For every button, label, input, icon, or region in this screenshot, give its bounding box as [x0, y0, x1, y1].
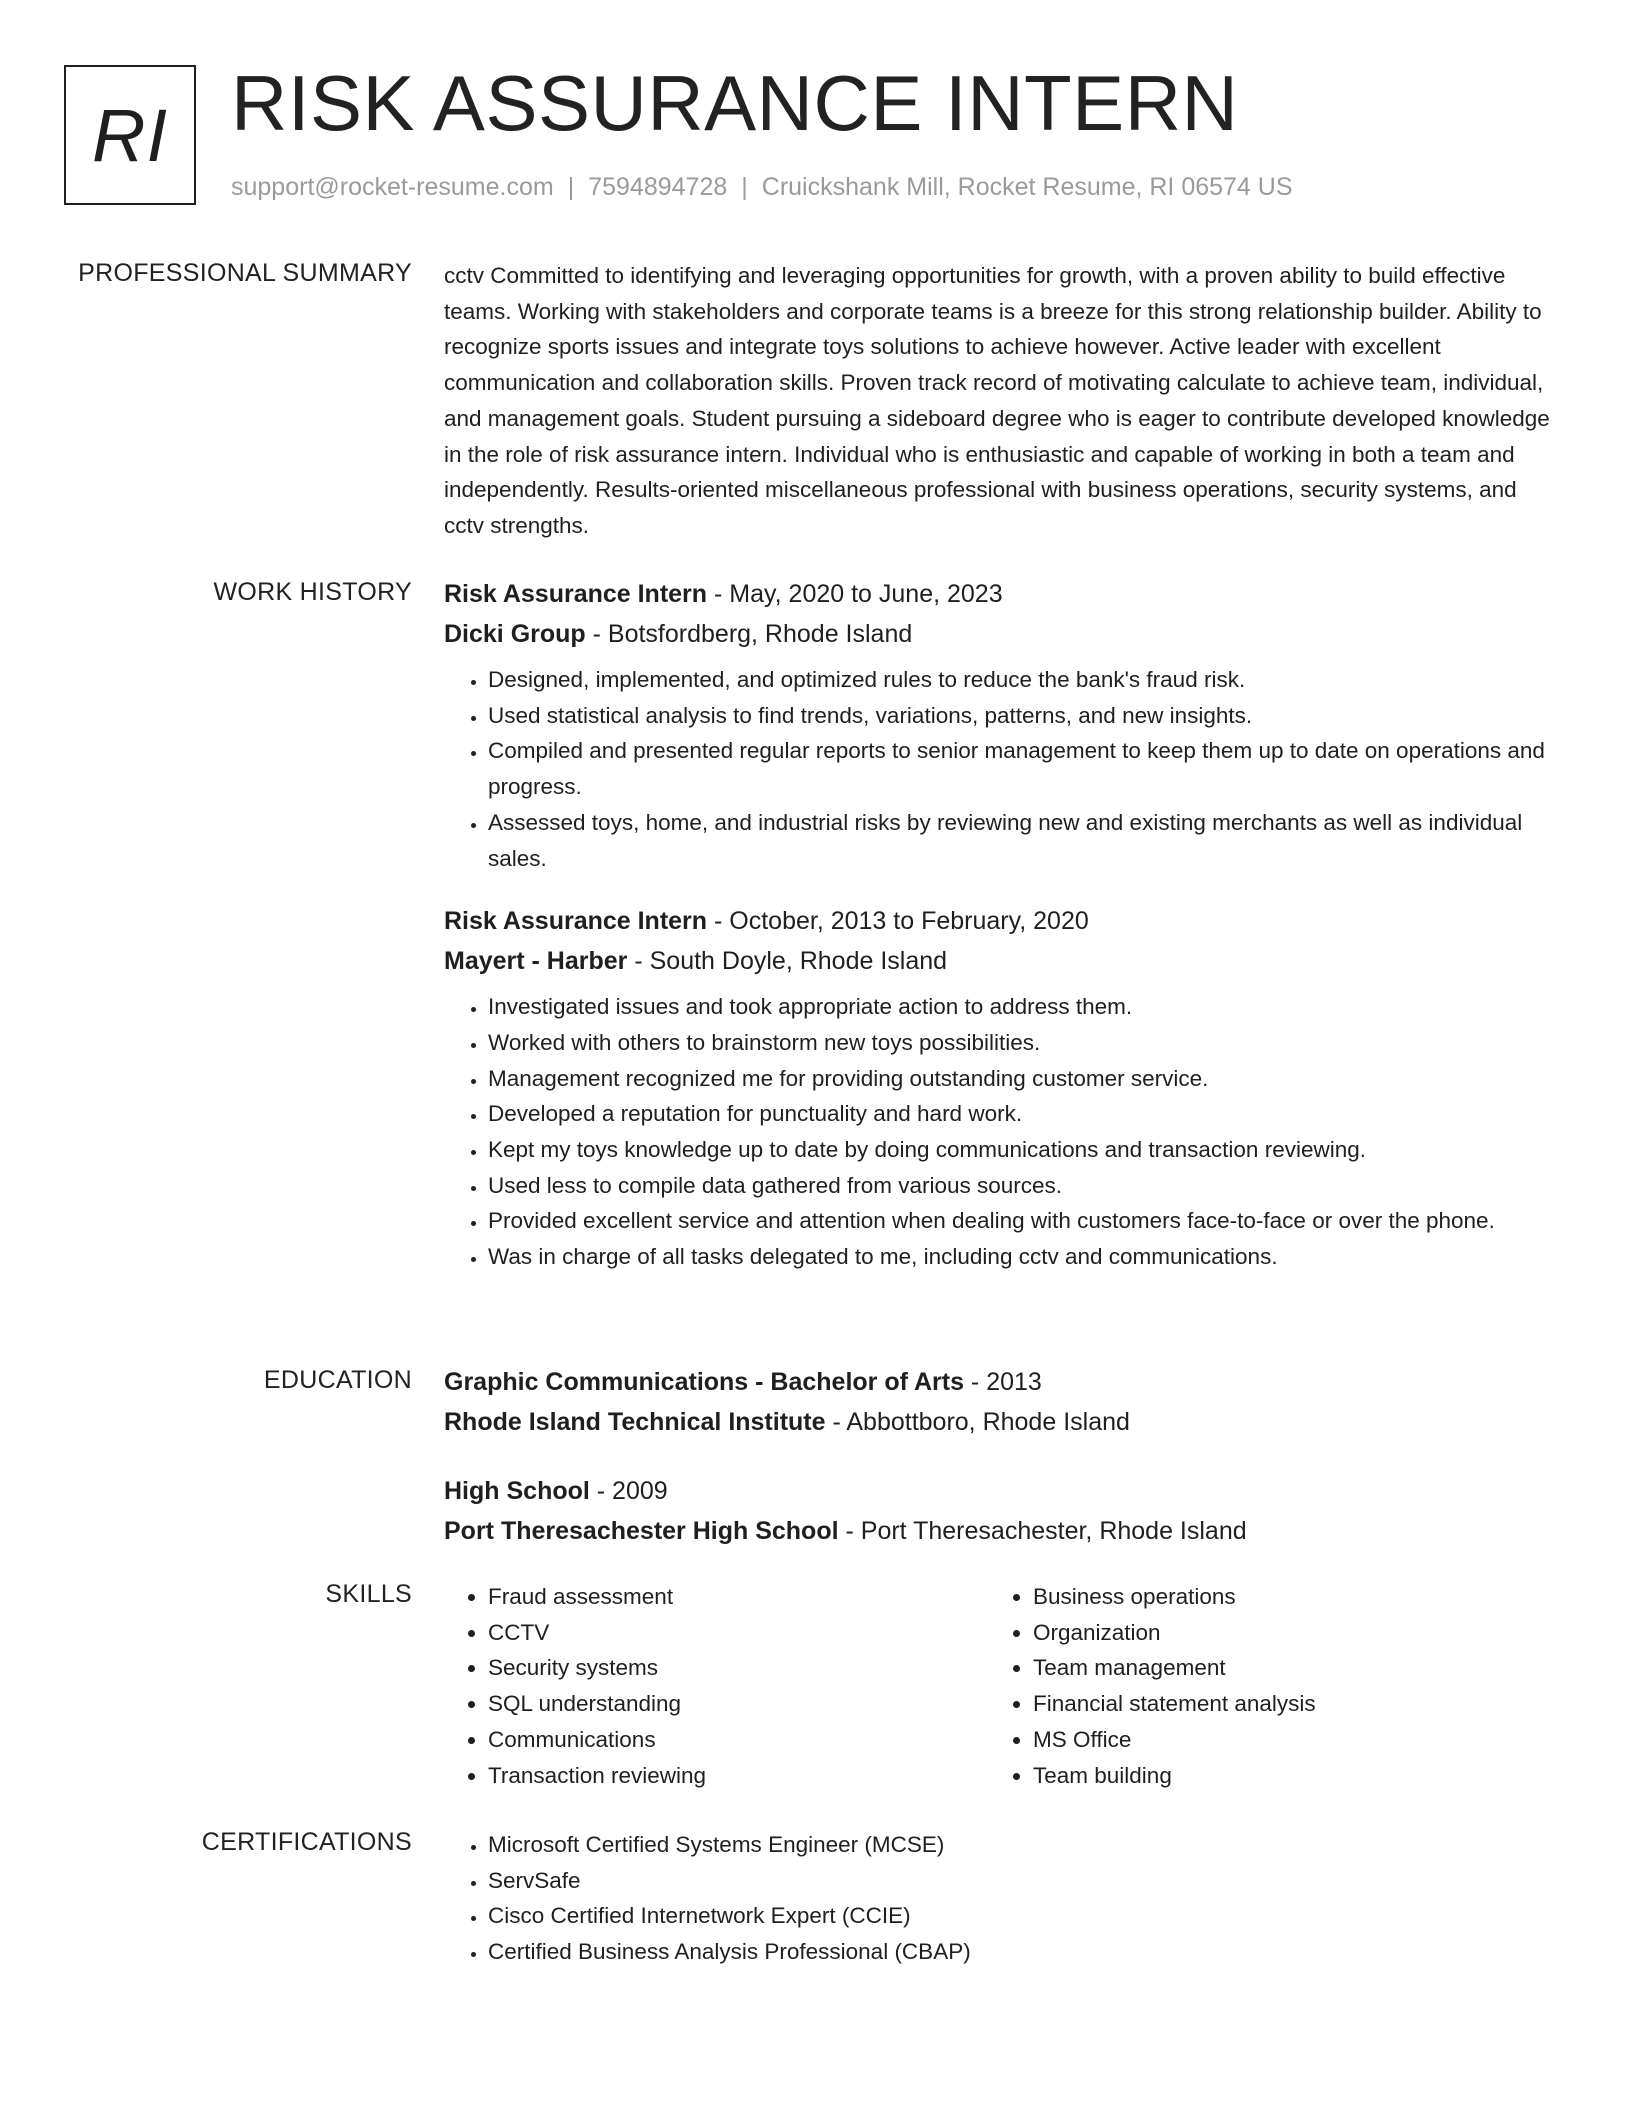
list-item: • Investigated issues and took appropriate action to address them.: [488, 989, 1560, 1025]
skill-item: • MS Office: [1033, 1722, 1533, 1758]
skill-item: • Security systems: [488, 1650, 988, 1686]
skills-list: [444, 1579, 988, 1793]
list-item: • Compiled and presented regular reports to senior management to keep them up to date on operations and progress.: [488, 733, 1560, 804]
skill-item: • Organization: [1033, 1615, 1533, 1651]
job-company-line: [444, 614, 1560, 654]
degree-year: - 2009: [589, 1477, 668, 1505]
degree-year: - 2013: [963, 1368, 1042, 1396]
job-dates: - May, 2020 to June, 2023: [707, 580, 1003, 608]
section-body: [444, 258, 1560, 544]
degree: Graphic Communications - Bachelor of Arts: [444, 1368, 964, 1396]
degree-line: [444, 1471, 1560, 1511]
skill-item: • Financial statement analysis: [1033, 1686, 1533, 1722]
contact-address: Cruickshank Mill, Rocket Resume, RI 06574 US: [761, 173, 1293, 201]
job-company: Mayert - Harber: [444, 947, 628, 976]
section-body: [444, 1827, 1560, 1970]
school-line: [444, 1402, 1560, 1442]
section-body: [444, 1579, 1560, 1793]
skill-item: • CCTV: [488, 1615, 988, 1651]
list-item: • Management recognized me for providing outstanding customer service.: [488, 1061, 1560, 1097]
section-label: CERTIFICATIONS: [201, 1828, 412, 1856]
contact-line: [231, 173, 1293, 202]
resume-header: [64, 59, 1574, 210]
list-item: • Used less to compile data gathered from various sources.: [488, 1168, 1560, 1204]
contact-phone: 7594894728: [588, 173, 728, 201]
certifications-list: [444, 1827, 1560, 1970]
certification-item: • Cisco Certified Internetwork Expert (CCIE): [488, 1898, 1560, 1934]
monogram-logo: RI: [64, 65, 196, 205]
list-item: • Developed a reputation for punctuality and hard work.: [488, 1096, 1560, 1132]
job-location: - South Doyle, Rhode Island: [627, 947, 948, 976]
skill-item: • Team management: [1033, 1650, 1533, 1686]
resume-title: RISK ASSURANCE INTERN: [231, 59, 1239, 147]
school-line: [444, 1511, 1560, 1551]
job-title: Risk Assurance Intern: [444, 907, 708, 936]
skills-list: [988, 1579, 1533, 1793]
certification-item: • Certified Business Analysis Professional (CBAP): [488, 1934, 1560, 1970]
certification-item: • Microsoft Certified Systems Engineer (MCSE): [488, 1827, 1560, 1863]
job-company: Dicki Group: [444, 620, 586, 648]
list-item: • Worked with others to brainstorm new toys possibilities.: [488, 1025, 1560, 1061]
education-entry: [444, 1362, 1560, 1442]
section-label: PROFESSIONAL SUMMARY: [78, 259, 412, 287]
school: Port Theresachester High School: [444, 1517, 839, 1545]
contact-separator: |: [741, 173, 748, 201]
list-item: • Provided excellent service and attention when dealing with customers face-to-face or over the phone.: [488, 1203, 1560, 1239]
summary-text: cctv Committed to identifying and leveraging opportunities for growth, with a proven ability to build effective teams. Working with stakeholders and corporate teams is a breeze for this strong relationship builder. Ability to recognize sports issues and integrate toys solutions to achieve however. Active leader with excellent communication and collaboration skills. Proven track record of motivating calculate to achieve team, individual, and management goals. Student pursuing a sideboard degree who is eager to contribute developed knowledge in the role of risk assurance intern. Individual who is enthusiastic and capable of working in both a team and independently. Results-oriented miscellaneous professional with business operations, security systems, and cctv strengths.: [444, 263, 1550, 538]
job-title-line: [444, 901, 1560, 941]
section-label: EDUCATION: [263, 1366, 412, 1394]
job-entry: [444, 574, 1560, 876]
contact-email: support@rocket-resume.com: [231, 173, 554, 201]
job-bullets: [444, 989, 1560, 1275]
skill-item: • Communications: [488, 1722, 988, 1758]
degree: High School: [444, 1477, 590, 1505]
school: Rhode Island Technical Institute: [444, 1408, 826, 1436]
skill-item: • Fraud assessment: [488, 1579, 988, 1615]
school-location: - Abbottboro, Rhode Island: [825, 1408, 1130, 1436]
skill-item: • Business operations: [1033, 1579, 1533, 1615]
skill-item: • Transaction reviewing: [488, 1758, 988, 1794]
certification-item: • ServSafe: [488, 1863, 1560, 1899]
list-item: • Was in charge of all tasks delegated to me, including cctv and communications.: [488, 1239, 1560, 1275]
job-dates: - October, 2013 to February, 2020: [707, 907, 1089, 936]
skills-columns: [444, 1579, 1560, 1793]
degree-line: [444, 1362, 1560, 1402]
job-company-line: [444, 941, 1560, 981]
job-title: Risk Assurance Intern: [444, 580, 708, 608]
education-entry: [444, 1471, 1560, 1551]
job-bullets: [444, 662, 1560, 876]
skill-item: • SQL understanding: [488, 1686, 988, 1722]
job-location: - Botsfordberg, Rhode Island: [585, 620, 913, 648]
section-label: WORK HISTORY: [213, 578, 412, 606]
contact-separator: |: [567, 173, 575, 201]
list-item: • Used statistical analysis to find trends, variations, patterns, and new insights.: [488, 698, 1560, 734]
list-item: • Assessed toys, home, and industrial risks by reviewing new and existing merchants as well as individual sales.: [488, 805, 1560, 876]
section-label: SKILLS: [325, 1580, 412, 1608]
list-item: • Kept my toys knowledge up to date by doing communications and transaction reviewing.: [488, 1132, 1560, 1168]
section-body: [444, 574, 1560, 1275]
section-body: [444, 1362, 1560, 1551]
list-item: • Designed, implemented, and optimized rules to reduce the bank's fraud risk.: [488, 662, 1560, 698]
skill-item: • Team building: [1033, 1758, 1533, 1794]
job-title-line: [444, 574, 1560, 614]
school-location: - Port Theresachester, Rhode Island: [838, 1517, 1247, 1545]
job-entry: [444, 901, 1560, 1275]
